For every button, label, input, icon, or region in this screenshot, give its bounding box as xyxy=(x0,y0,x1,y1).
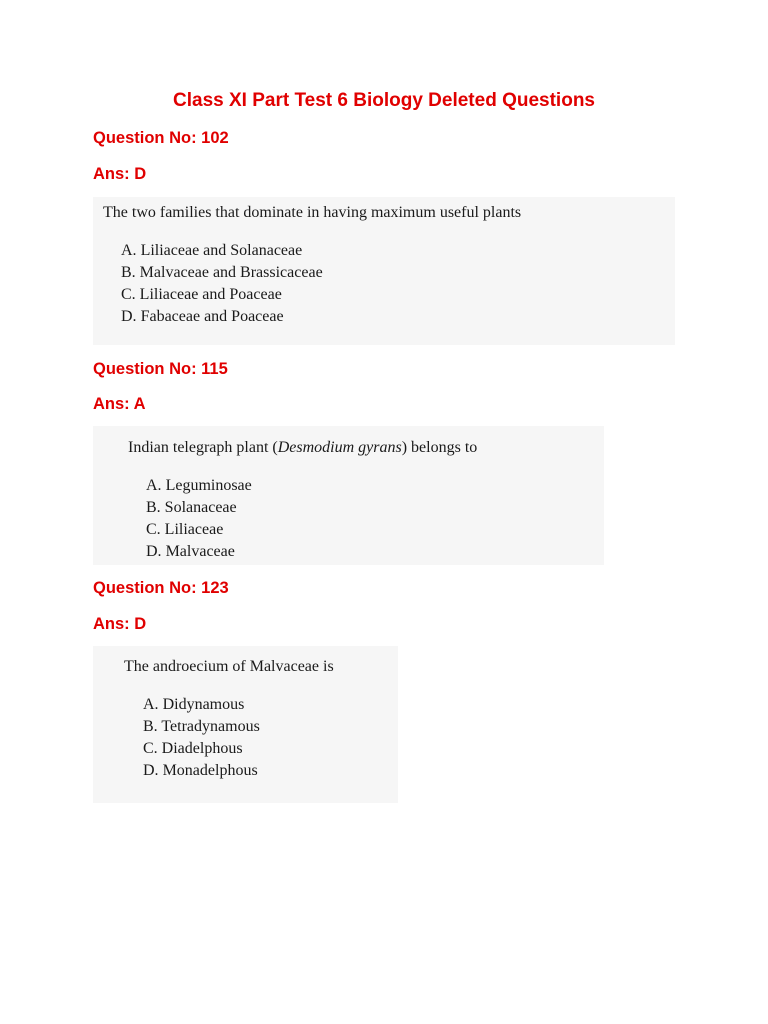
option-letter: B. xyxy=(121,264,136,281)
option-c xyxy=(143,738,260,760)
question-heading: Question No: 115 xyxy=(93,360,228,378)
option-b xyxy=(143,716,260,738)
option-text: Diadelphous xyxy=(161,740,243,757)
question-text: The two families that dominate in having maximum useful plants xyxy=(103,204,522,221)
species-name: Desmodium gyrans xyxy=(277,439,402,456)
question-text-before: Indian telegraph plant ( xyxy=(128,439,278,456)
option-text: Monadelphous xyxy=(162,762,258,779)
option-text: Tetradynamous xyxy=(161,718,260,735)
question-box xyxy=(93,646,398,803)
option-letter: A. xyxy=(121,242,137,259)
option-letter: A. xyxy=(146,477,162,494)
option-d xyxy=(146,541,252,563)
page-title: Class XI Part Test 6 Biology Deleted Questions xyxy=(173,90,595,111)
option-text: Liliaceae and Poaceae xyxy=(139,286,282,303)
option-a xyxy=(146,475,252,497)
option-d xyxy=(143,760,260,782)
option-d xyxy=(121,306,323,328)
option-text: Fabaceae and Poaceae xyxy=(140,308,284,325)
option-b xyxy=(121,262,323,284)
question-text: The androecium of Malvaceae is xyxy=(124,658,334,675)
option-letter: D. xyxy=(121,308,137,325)
option-letter: B. xyxy=(146,499,161,516)
option-letter: C. xyxy=(121,286,136,303)
option-letter: C. xyxy=(143,740,158,757)
option-letter: B. xyxy=(143,718,158,735)
question-text xyxy=(128,438,477,458)
option-a xyxy=(121,240,323,262)
options-list xyxy=(121,240,323,328)
answer-label: Ans: D xyxy=(93,165,147,183)
question-box xyxy=(93,197,675,345)
option-letter: D. xyxy=(146,543,162,560)
option-letter: D. xyxy=(143,762,159,779)
option-c xyxy=(146,519,252,541)
options-list xyxy=(146,475,252,563)
question-box xyxy=(93,426,604,565)
option-letter: A. xyxy=(143,696,159,713)
options-list xyxy=(143,694,260,782)
option-text: Malvaceae and Brassicaceae xyxy=(139,264,323,281)
option-letter: C. xyxy=(146,521,161,538)
option-text: Liliaceae and Solanaceae xyxy=(140,242,303,259)
question-heading: Question No: 102 xyxy=(93,129,229,147)
option-text: Leguminosae xyxy=(165,477,252,494)
option-a xyxy=(143,694,260,716)
answer-label: Ans: D xyxy=(93,615,147,633)
question-heading: Question No: 123 xyxy=(93,579,229,597)
option-text: Solanaceae xyxy=(164,499,237,516)
option-text: Malvaceae xyxy=(165,543,235,560)
option-b xyxy=(146,497,252,519)
option-c xyxy=(121,284,323,306)
answer-label: Ans: A xyxy=(93,395,146,413)
question-text-after: ) belongs to xyxy=(401,439,478,456)
option-text: Liliaceae xyxy=(164,521,224,538)
option-text: Didynamous xyxy=(162,696,245,713)
